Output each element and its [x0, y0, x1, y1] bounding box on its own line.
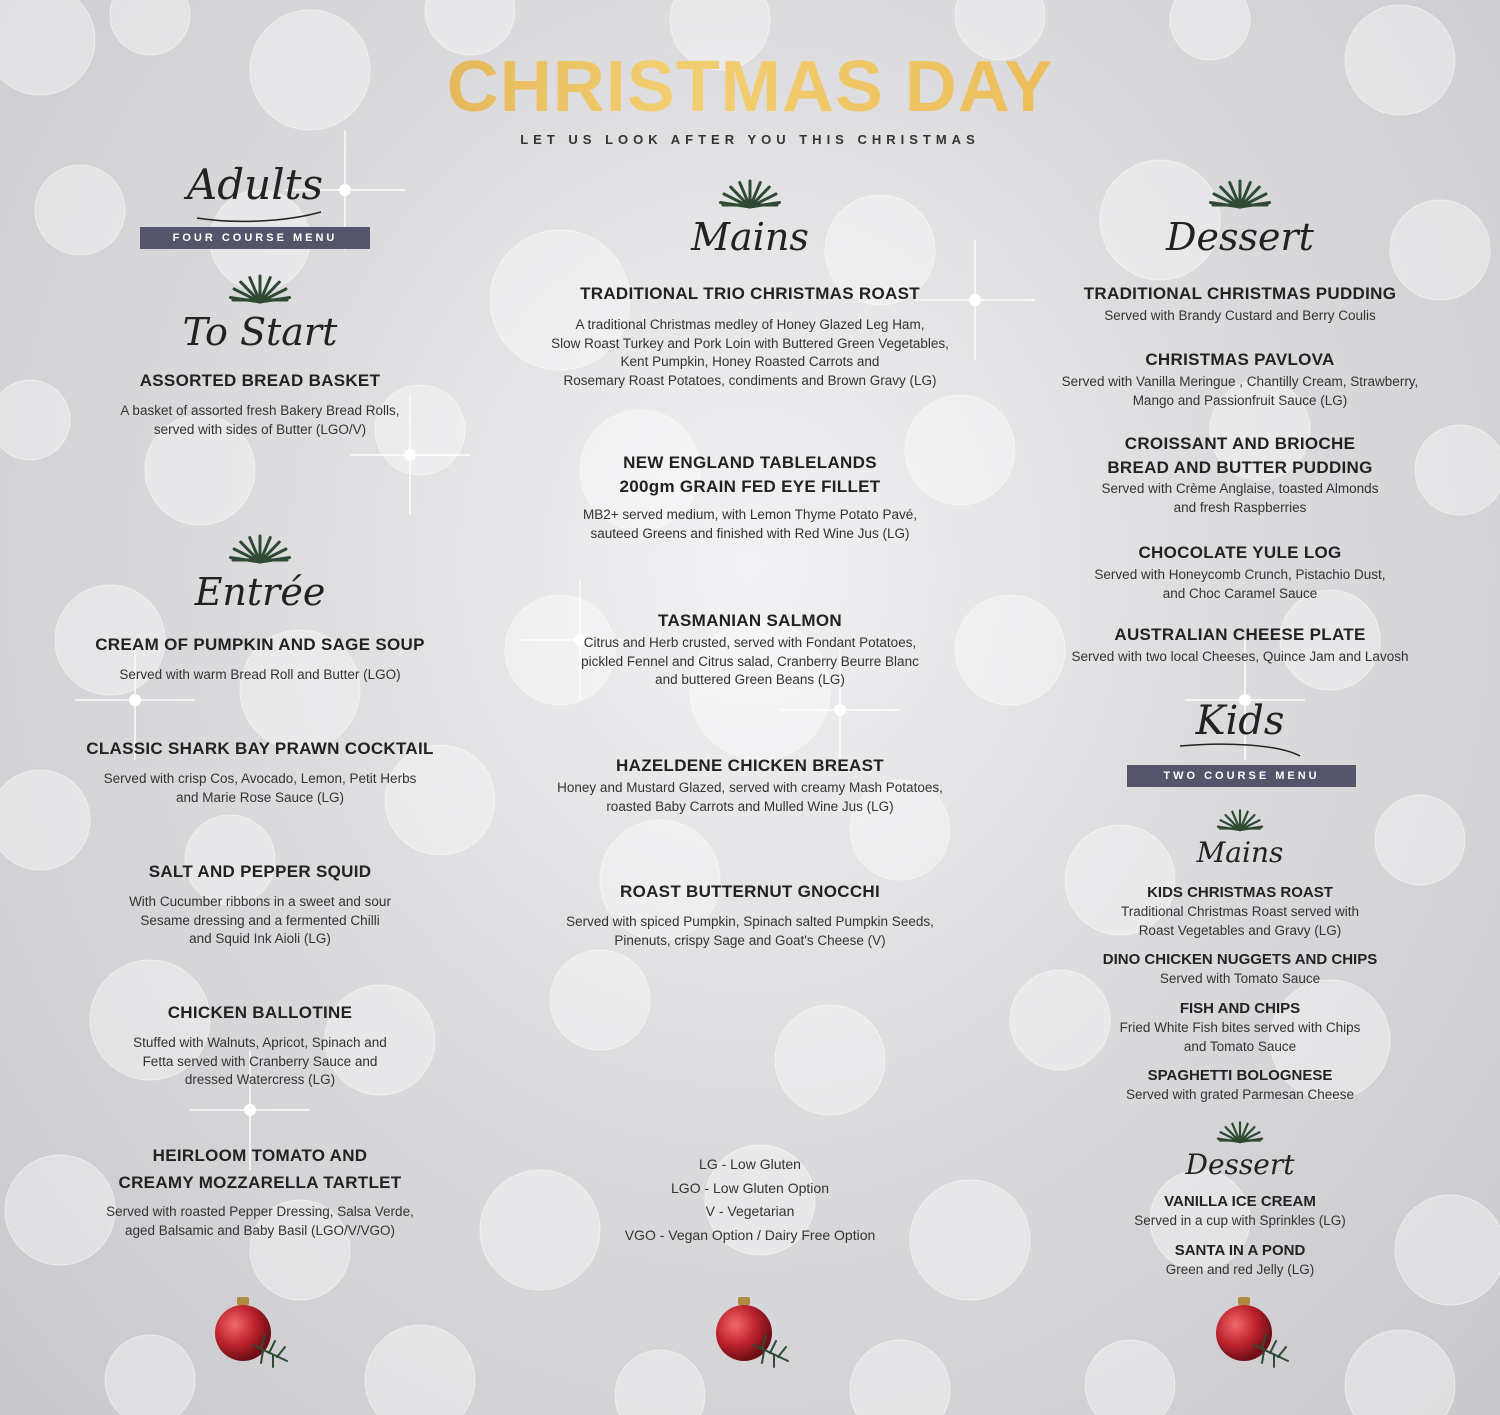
pine-sprig-icon	[715, 175, 785, 215]
bokeh-circle	[105, 1335, 195, 1415]
menu-item	[1040, 1192, 1440, 1231]
legend-line: LG - Low Gluten	[699, 1156, 801, 1172]
menu-item	[1040, 432, 1440, 517]
dish-description: Citrus and Herb crusted, served with Fondant Potatoes, pickled Fennel and Citrus salad, Cranberry Beurre Blanc and buttered Green Beans (LG)	[581, 635, 919, 687]
dish-name: AUSTRALIAN CHEESE PLATE	[1114, 625, 1366, 644]
dish-description: A basket of assorted fresh Bakery Bread Rolls, served with sides of Butter (LGO/V)	[120, 403, 400, 437]
menu-item	[60, 632, 460, 685]
dish-name: CROISSANT AND BRIOCHE BREAD AND BUTTER PUDDING	[1107, 434, 1373, 477]
dish-name: ASSORTED BREAD BASKET	[139, 371, 381, 390]
bokeh-circle	[1085, 1340, 1175, 1415]
dish-description: Served with grated Parmesan Cheese	[1125, 1087, 1355, 1102]
page-subtitle: LET US LOOK AFTER YOU THIS CHRISTMAS	[520, 132, 980, 147]
dietary-legend	[550, 1153, 950, 1247]
dish-name: DINO CHICKEN NUGGETS AND CHIPS	[1102, 951, 1378, 968]
menu-item	[1040, 950, 1440, 989]
dish-name: KIDS CHRISTMAS ROAST	[1147, 884, 1333, 901]
legend-line: V - Vegetarian	[705, 1203, 795, 1219]
dish-description: A traditional Christmas medley of Honey Glazed Leg Ham, Slow Roast Turkey and Pork Loin with Buttered Green Vegetables, Kent Pumpkin, Honey Roasted Carrots and Rosemary Roast Potatoes, condiments and Brown Gravy (LG)	[551, 317, 949, 388]
dish-description: Served with crisp Cos, Avocado, Lemon, Petit Herbs and Marie Rose Sauce (LG)	[103, 771, 417, 805]
menu-item	[60, 859, 460, 949]
legend-line: VGO - Vegan Option / Dairy Free Option	[624, 1226, 876, 1243]
dish-name: FISH AND CHIPS	[1179, 1000, 1301, 1017]
pine-sprig-icon	[1213, 1118, 1267, 1148]
christmas-bauble-icon	[706, 1295, 796, 1370]
bokeh-circle	[1345, 1330, 1455, 1415]
bokeh-circle	[775, 1005, 885, 1115]
dish-name: CHOCOLATE YULE LOG	[1138, 543, 1342, 562]
kids-dessert-heading: Dessert	[1185, 1148, 1295, 1181]
dish-description: MB2+ served medium, with Lemon Thyme Potato Pavé, sauteed Greens and finished with Red Wine Jus (LG)	[582, 507, 918, 541]
dish-name: VANILLA ICE CREAM	[1164, 1193, 1316, 1210]
dish-description: Stuffed with Walnuts, Apricot, Spinach and Fetta served with Cranberry Sauce and dressed Watercress (LG)	[133, 1035, 387, 1087]
menu-item	[1040, 1066, 1440, 1105]
dish-name: TRADITIONAL CHRISTMAS PUDDING	[1083, 284, 1397, 303]
menu-item	[500, 608, 1000, 690]
menu-item	[60, 736, 460, 807]
dish-name: NEW ENGLAND TABLELANDS 200gm GRAIN FED EYE FILLET	[619, 453, 881, 496]
menu-item	[1040, 999, 1440, 1056]
legend-line: LGO - Low Gluten Option	[671, 1179, 829, 1196]
bokeh-circle	[615, 1350, 705, 1415]
mains-section	[500, 175, 1000, 259]
dish-name: CREAM OF PUMPKIN AND SAGE SOUP	[95, 635, 425, 654]
menu-item	[500, 451, 1000, 543]
to-start-heading: To Start	[182, 310, 338, 354]
menu-item	[500, 879, 1000, 950]
dish-description: Served with two local Cheeses, Quince Jam and Lavosh	[1071, 649, 1409, 664]
dish-description: Served with Honeycomb Crunch, Pistachio Dust, and Choc Caramel Sauce	[1094, 567, 1386, 601]
two-course-band: TWO COURSE MENU	[1127, 765, 1356, 787]
dish-description: Fried White Fish bites served with Chips and Tomato Sauce	[1119, 1020, 1361, 1054]
dish-description: Served with warm Bread Roll and Butter (LGO)	[119, 667, 401, 682]
christmas-bauble-icon	[205, 1295, 295, 1370]
menu-item	[1040, 622, 1440, 667]
pine-sprig-icon	[1205, 175, 1275, 215]
dish-description: Served with Vanilla Meringue , Chantilly Cream, Strawberry, Mango and Passionfruit Sauce (LG)	[1061, 374, 1419, 408]
menu-item	[60, 368, 460, 439]
dish-description: Served with Tomato Sauce	[1159, 971, 1321, 986]
adults-heading: Adults	[186, 160, 324, 209]
menu-item	[1040, 347, 1440, 410]
bokeh-circle	[35, 165, 125, 255]
kids-mains-heading: Mains	[1196, 836, 1284, 869]
dessert-section	[1040, 175, 1440, 259]
dish-name: ROAST BUTTERNUT GNOCCHI	[620, 882, 880, 901]
dish-description: Served in a cup with Sprinkles (LG)	[1134, 1213, 1346, 1228]
dish-description: Served with spiced Pumpkin, Spinach salted Pumpkin Seeds, Pinenuts, crispy Sage and Goat's Cheese (V)	[566, 914, 934, 948]
dish-name: TRADITIONAL TRIO CHRISTMAS ROAST	[580, 284, 920, 303]
dish-description: Served with Brandy Custard and Berry Coulis	[1104, 308, 1376, 323]
kids-heading: Kids	[1195, 698, 1285, 744]
bokeh-circle	[365, 1325, 475, 1415]
dish-description: Traditional Christmas Roast served with Roast Vegetables and Gravy (LG)	[1120, 904, 1360, 938]
dessert-heading: Dessert	[1166, 215, 1314, 259]
dish-name: CHICKEN BALLOTINE	[167, 1003, 353, 1022]
pine-sprig-icon	[1213, 806, 1267, 836]
dish-description: Served with Crème Anglaise, toasted Almonds and fresh Raspberries	[1101, 481, 1379, 515]
bokeh-circle	[550, 950, 650, 1050]
dish-description: Honey and Mustard Glazed, served with creamy Mash Potatoes, roasted Baby Carrots and Mulled Wine Jus (LG)	[557, 780, 943, 814]
menu-item	[500, 753, 1000, 816]
dish-name: SANTA IN A POND	[1174, 1242, 1306, 1259]
pine-sprig-icon	[225, 270, 295, 310]
dish-name: TASMANIAN SALMON	[658, 611, 842, 630]
menu-item	[1040, 281, 1440, 326]
kids-dessert-section	[1040, 1118, 1440, 1181]
pine-sprig-icon	[225, 530, 295, 570]
menu-item	[60, 1142, 460, 1240]
kids-mains-section	[1040, 806, 1440, 869]
menu-item	[1040, 1241, 1440, 1280]
bokeh-circle	[850, 1340, 950, 1415]
four-course-band: FOUR COURSE MENU	[140, 227, 370, 249]
dish-name: SPAGHETTI BOLOGNESE	[1147, 1067, 1333, 1084]
dish-description: With Cucumber ribbons in a sweet and sour Sesame dressing and a fermented Chilli and Squid Ink Aioli (LG)	[129, 894, 391, 946]
dish-description: Served with roasted Pepper Dressing, Salsa Verde, aged Balsamic and Baby Basil (LGO/V/VGO)	[106, 1204, 414, 1238]
christmas-bauble-icon	[1206, 1295, 1296, 1370]
dish-name: CLASSIC SHARK BAY PRAWN COCKTAIL	[86, 739, 434, 758]
menu-item	[1040, 540, 1440, 603]
dish-name: HEIRLOOM TOMATO AND CREAMY MOZZARELLA TARTLET	[118, 1146, 402, 1192]
entree-heading: Entrée	[194, 570, 326, 614]
flourish-underline-icon	[1178, 738, 1303, 760]
mains-heading: Mains	[691, 215, 809, 259]
entree-section	[60, 530, 460, 614]
menu-item	[60, 1000, 460, 1090]
dish-name: CHRISTMAS PAVLOVA	[1145, 350, 1335, 369]
flourish-underline-icon	[195, 206, 325, 226]
dish-name: HAZELDENE CHICKEN BREAST	[616, 756, 884, 775]
dish-name: SALT AND PEPPER SQUID	[148, 862, 372, 881]
menu-item	[500, 281, 1000, 390]
to-start-section	[60, 270, 460, 439]
menu-item	[1040, 883, 1440, 940]
page-title: CHRISTMAS DAY	[0, 46, 1500, 128]
dish-description: Green and red Jelly (LG)	[1165, 1262, 1315, 1277]
